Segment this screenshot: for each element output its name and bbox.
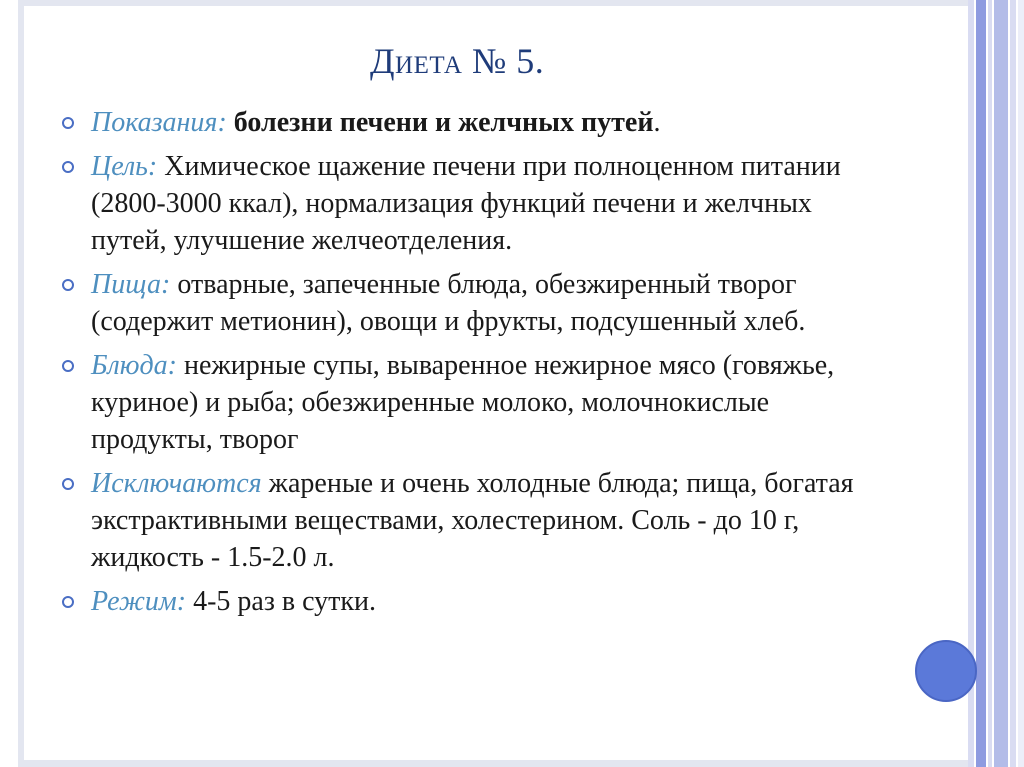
item-label: Блюда:: [91, 350, 177, 381]
bullet-list: [62, 104, 892, 627]
item-suffix: .: [653, 107, 661, 138]
stripe: [1010, 0, 1016, 767]
list-item: [62, 266, 892, 340]
bullet-icon: [62, 478, 74, 490]
bullet-icon: [62, 279, 74, 291]
stripe: [988, 0, 992, 767]
list-item: [62, 583, 892, 620]
list-item: [62, 465, 892, 576]
stripe: [994, 0, 1008, 767]
frame-top-border: [18, 0, 968, 6]
bullet-icon: [62, 161, 74, 173]
frame-bottom-border: [18, 760, 968, 767]
item-text: жареные и очень холодные блюда; пища, богатая экстрактивными веществами, холестерином. Соль - до 10 г, жидкость - 1.5-2.0 л.: [91, 468, 854, 573]
bullet-icon: [62, 117, 74, 129]
bullet-icon: [62, 360, 74, 372]
bullet-icon: [62, 596, 74, 608]
item-label: Режим:: [91, 586, 187, 617]
item-text: 4-5 раз в сутки.: [186, 586, 376, 617]
stripe: [1018, 0, 1024, 767]
item-label: Цель:: [91, 151, 158, 182]
item-text: нежирные супы, вываренное нежирное мясо (говяжье, куриное) и рыба; обезжиренные молоко, молочнокислые продукты, творог: [91, 350, 835, 455]
list-item: [62, 104, 892, 141]
list-item: [62, 347, 892, 458]
item-text: отварные, запеченные блюда, обезжиренный творог (содержит метионин), овощи и фрукты, подсушенный хлеб.: [91, 269, 806, 337]
frame-left-border: [18, 0, 24, 767]
page-title: Диета № 5.: [370, 41, 545, 81]
list-item: [62, 148, 892, 259]
decorative-stripes: [968, 0, 1024, 767]
item-label: Исключаются: [91, 468, 262, 499]
item-label: Пища:: [91, 269, 171, 300]
decorative-circle: [915, 640, 977, 702]
stripe: [976, 0, 986, 767]
item-text: Химическое щажение печени при полноценном питании (2800-3000 ккал), нормализация функций печени и желчных путей, улучшение желчеотделения.: [91, 151, 841, 256]
item-label: Показания:: [91, 107, 227, 138]
item-text: болезни печени и желчных путей: [226, 107, 654, 138]
